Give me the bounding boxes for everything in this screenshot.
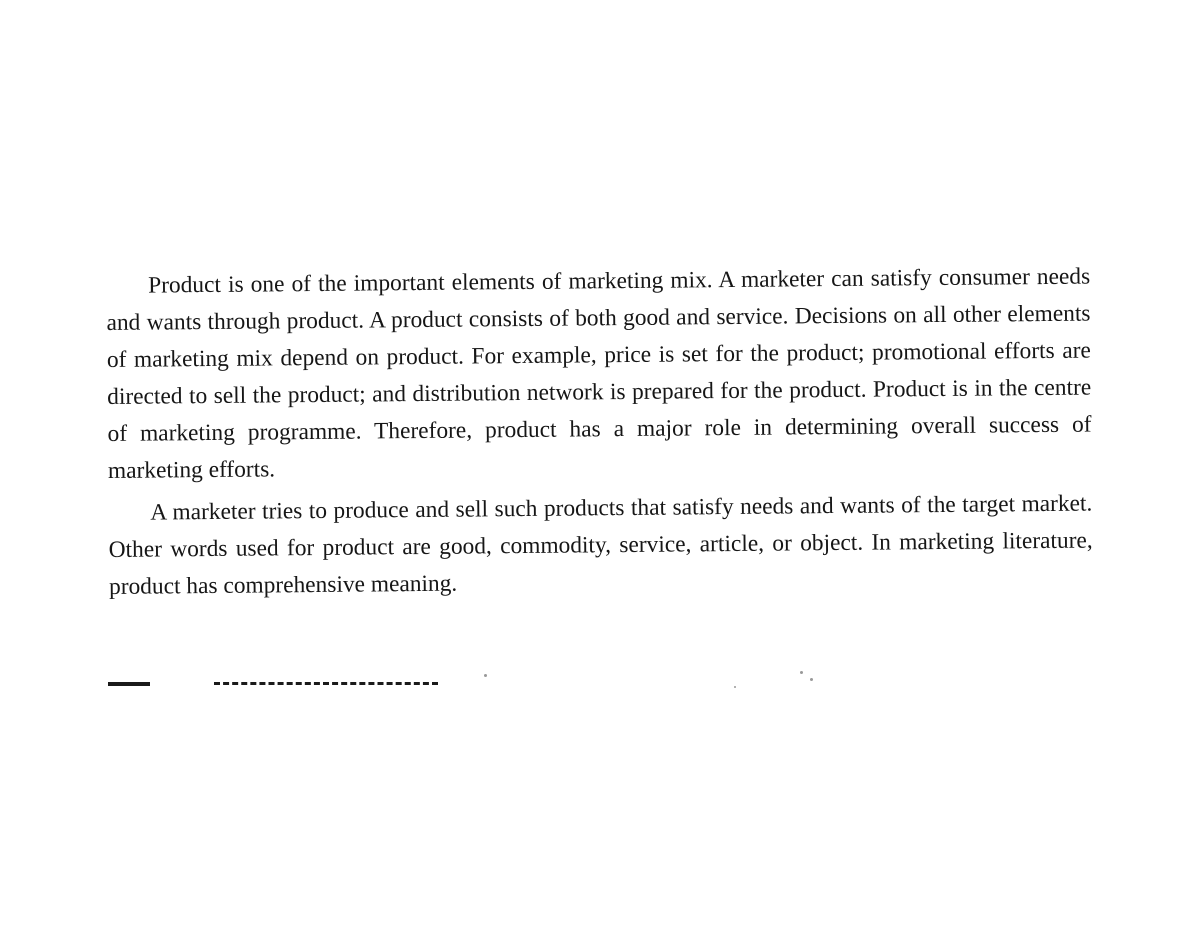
paragraph-product-meaning: A marketer tries to produce and sell such products that satisfy needs and wants of the target market. Other words used for product are good, commodity, service, article, or object. In marketing literature, product has comprehensive meaning.	[108, 490, 1093, 600]
scan-speck	[484, 674, 487, 677]
cutoff-heading-number	[108, 682, 150, 690]
cutoff-section-heading	[108, 682, 438, 690]
scan-speck	[800, 671, 803, 674]
body-text	[106, 259, 1093, 606]
scan-speck	[734, 686, 736, 688]
cutoff-heading-title	[214, 682, 438, 690]
paragraph-product-importance: Product is one of the important elements of marketing mix. A marketer can satisfy consumer needs and wants through product. A product consists of both good and service. Decisions on all other elements of marketing mix depend on product. For example, price is set for the product; promotional efforts are directed to sell the product; and distribution network is prepared for the product. Product is in the centre of marketing programme. Therefore, product has a major role in determining overall success of marketing efforts.	[106, 263, 1092, 484]
scan-speck	[810, 678, 813, 681]
